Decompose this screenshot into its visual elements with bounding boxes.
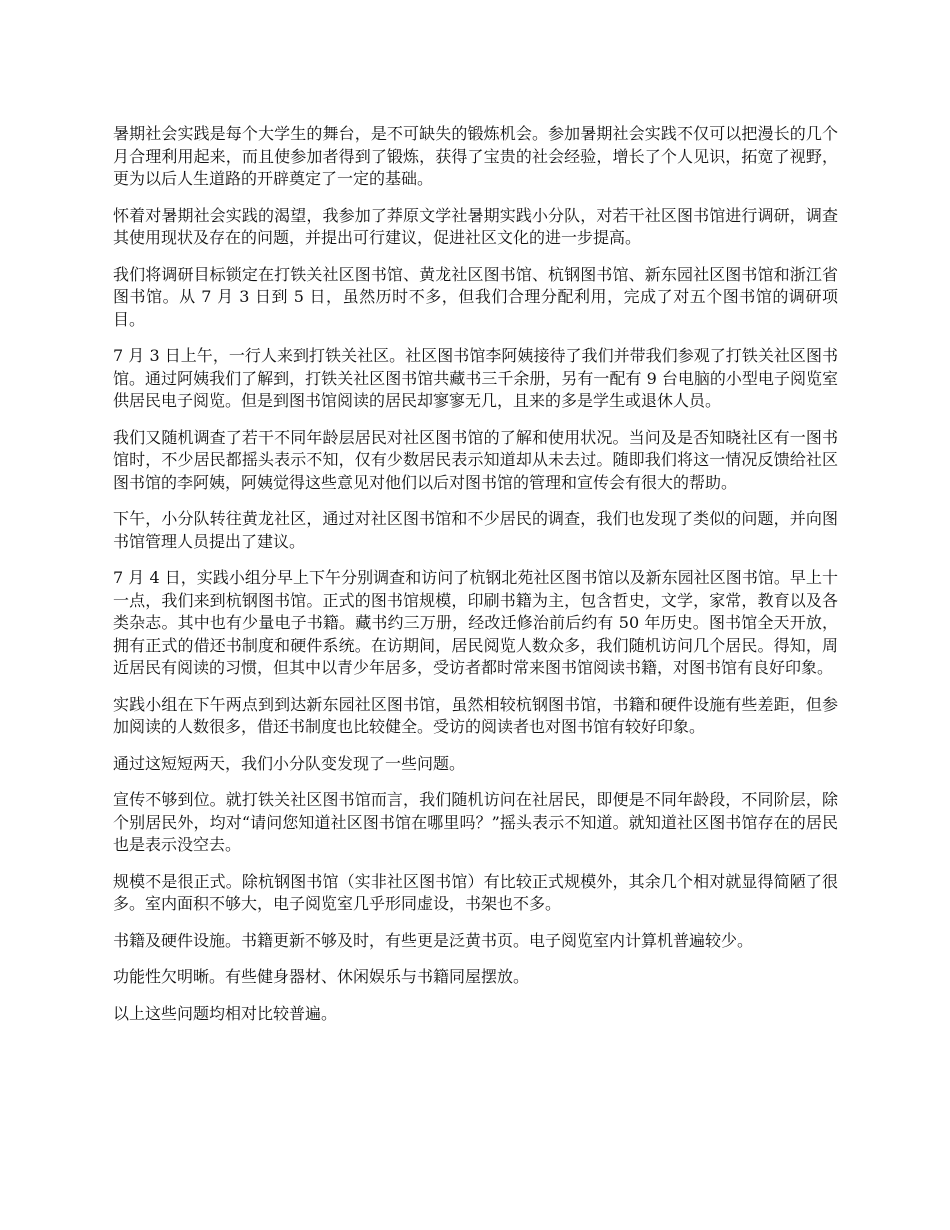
paragraph: 通过这短短两天，我们小分队变发现了一些问题。 [113, 753, 466, 773]
paragraph: 7 月 3 日上午，一行人来到打铁关社区。社区图书馆李阿姨接待了我们并带我们参观了打铁关社区图书馆。通过阿姨我们了解到，打铁关社区图书馆共藏书三千余册，另有一配有 9 台电脑的小型电子阅览室供居民电子阅览。但是到图书馆阅读的居民却寥寥无几，且来的多是学生或退休人员。 [113, 346, 838, 410]
paragraph: 下午，小分队转往黄龙社区，通过对社区图书馆和不少居民的调查，我们也发现了类似的问题，并向图书馆管理人员提出了建议。 [113, 509, 838, 551]
paragraph: 实践小组在下午两点到到达新东园社区图书馆，虽然相较杭钢图书馆，书籍和硬件设施有些差距，但参加阅读的人数很多，借还书制度也比较健全。受访的阅读者也对图书馆有较好印象。 [113, 694, 838, 736]
paragraph: 7 月 4 日，实践小组分早上下午分别调查和访问了杭钢北苑社区图书馆以及新东园社区图书馆。早上十一点，我们来到杭钢图书馆。正式的图书馆规模，印刷书籍为主，包含哲史，文学，家常，教育以及各类杂志。其中也有少量电子书籍。藏书约三万册，经改迁修治前后约有 50 年历史。图书馆全天开放，拥有正式的借还书制度和硬件系统。在访期间，居民阅览人数众多，我们随机访问几个居民。得知，周近居民有阅读的习惯，但其中以青少年居多，受访者都时常来图书馆阅读书籍，对图书馆有良好印象。 [113, 568, 838, 677]
paragraph: 怀着对暑期社会实践的渴望，我参加了莽原文学社暑期实践小分队，对若干社区图书馆进行调研，调查其使用现状及存在的问题，并提出可行建议，促进社区文化的进一步提高。 [113, 205, 838, 247]
paragraph: 宣传不够到位。就打铁关社区图书馆而言，我们随机访问在社居民，即便是不同年龄段，不同阶层，除个别居民外，均对“请问您知道社区图书馆在哪里吗？”摇头表示不知道。就知道社区图书馆存在的居民也是表示没空去。 [113, 790, 838, 854]
paragraph: 功能性欠明晰。有些健身器材、休闲娱乐与书籍同屋摆放。 [113, 967, 530, 986]
paragraph: 我们又随机调查了若干不同年龄层居民对社区图书馆的了解和使用状况。当问及是否知晓社区有一图书馆时，不少居民都摇头表示不知，仅有少数居民表示知道却从未去过。随即我们将这一情况反馈给社区图书馆的李阿姨，阿姨觉得这些意见对他们以后对图书馆的管理和宣传会有很大的帮助。 [113, 427, 838, 492]
document-body [113, 123, 838, 1039]
paragraph: 规模不是很正式。除杭钢图书馆（实非社区图书馆）有比较正式规模外，其余几个相对就显得简陋了很多。室内面积不够大，电子阅览室几乎形同虚设，书架也不多。 [113, 871, 838, 913]
paragraph: 暑期社会实践是每个大学生的舞台，是不可缺失的锻炼机会。参加暑期社会实践不仅可以把漫长的几个月合理利用起来，而且使参加者得到了锻炼，获得了宝贵的社会经验，增长了个人见识，拓宽了视野，更为以后人生道路的开辟奠定了一定的基础。 [113, 124, 838, 188]
paragraph: 以上这些问题均相对比较普遍。 [113, 1003, 338, 1023]
paragraph: 我们将调研目标锁定在打铁关社区图书馆、黄龙社区图书馆、杭钢图书馆、新东园社区图书馆和浙江省图书馆。从 7 月 3 日到 5 日，虽然历时不多，但我们合理分配利用，完成了对五个图书馆的调研项目。 [113, 264, 838, 329]
paragraph: 书籍及硬件设施。书籍更新不够及时，有些更是泛黄书页。电子阅览室内计算机普遍较少。 [113, 930, 754, 950]
